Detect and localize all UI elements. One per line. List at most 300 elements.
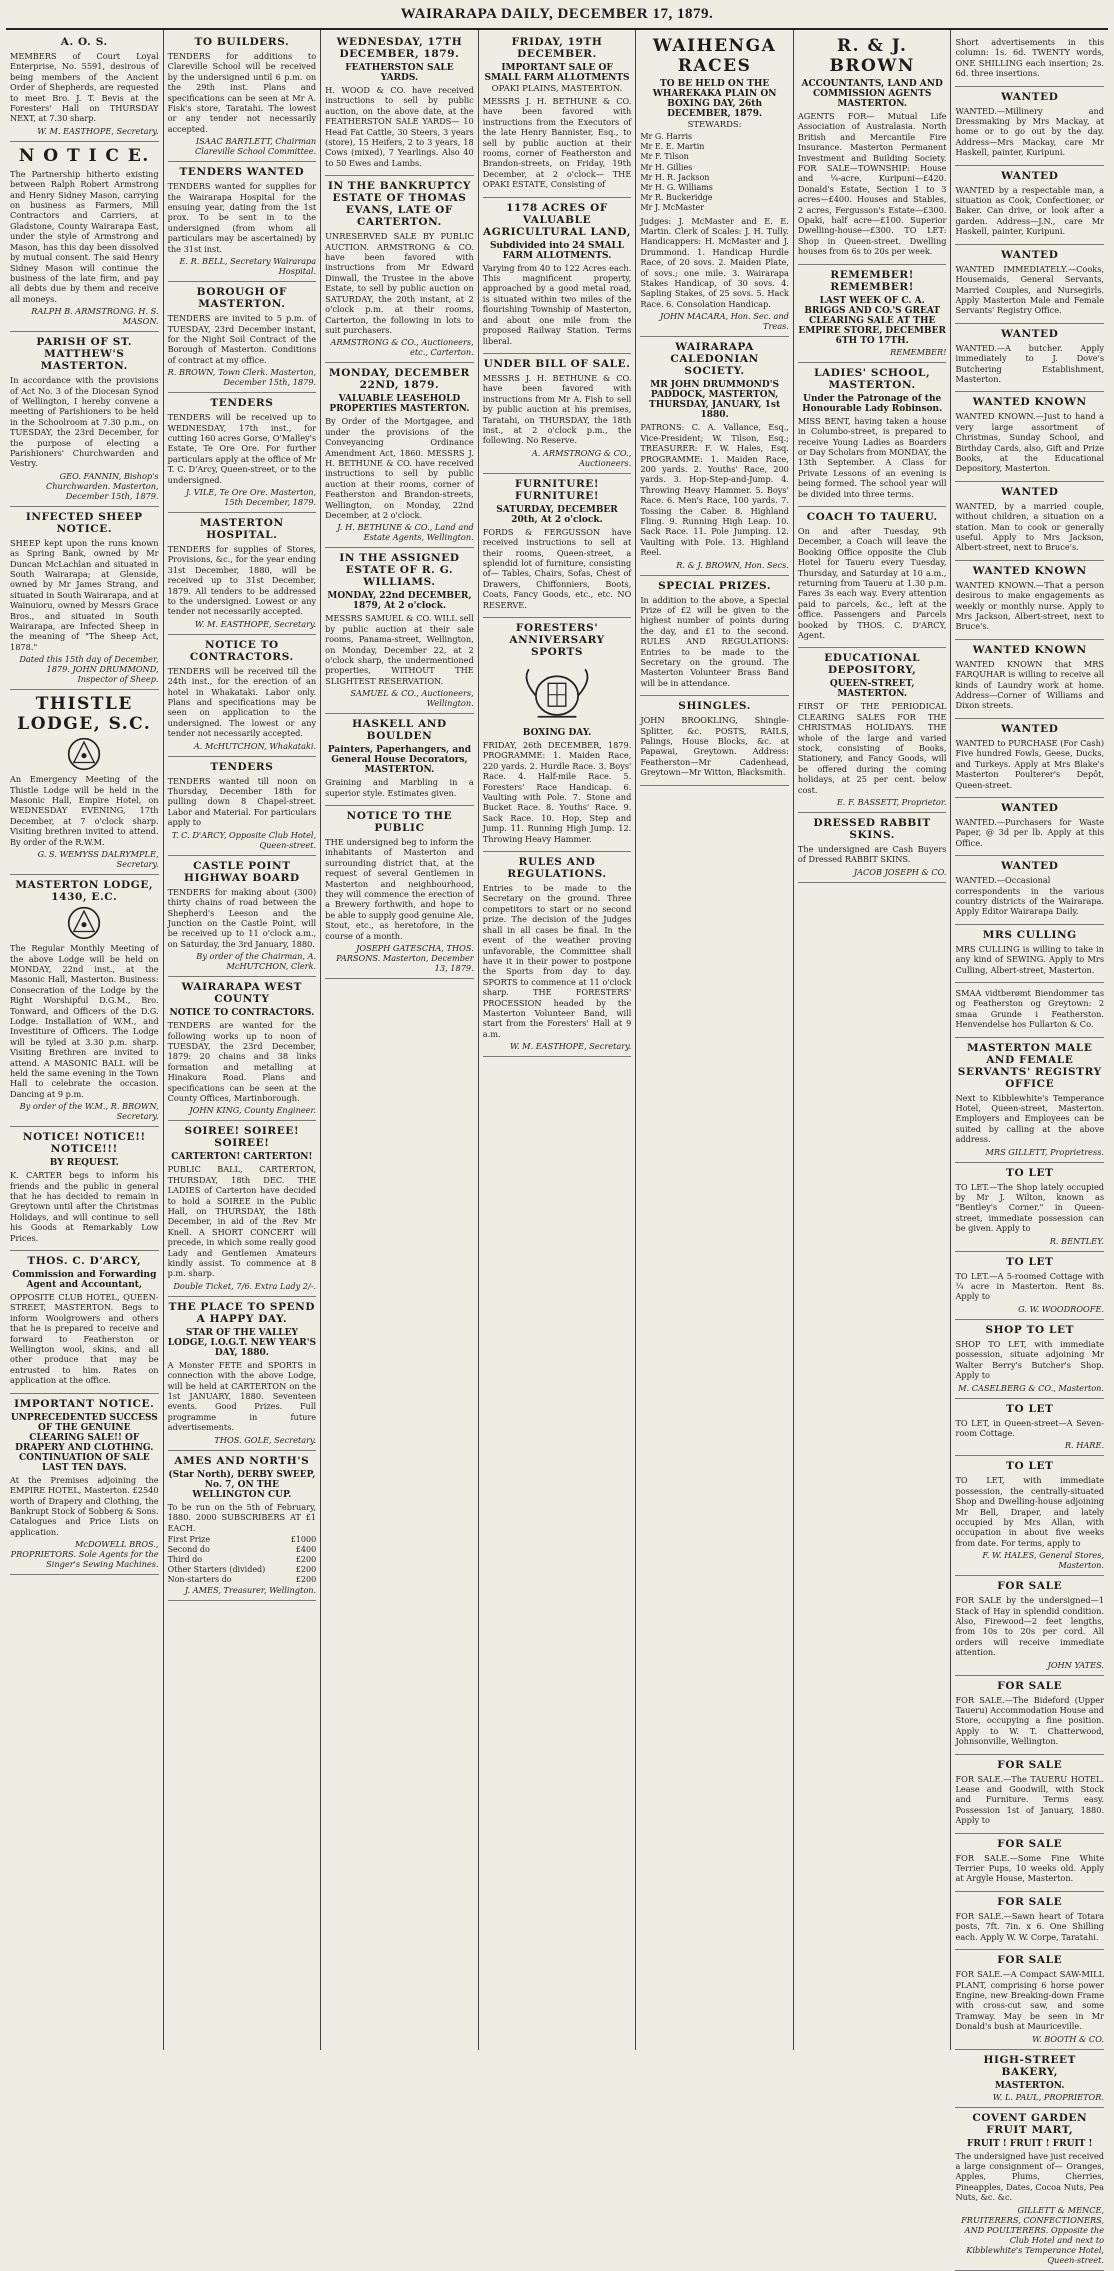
advert-signature: THOS. GOLE, Secretary. (214, 1434, 317, 1445)
masonic-emblem-icon (67, 906, 101, 940)
advert-body: TENDERS for making about (300) thirty chains of road between the Shepherd's Leeson and the Junction on the Castle Point, will be received up to 11 o'clock a.m., on Saturday, the 3rd January, 1880. (167, 886, 317, 949)
advert-title: WANTED KNOWN (972, 396, 1087, 409)
advert-block (483, 618, 632, 852)
advert-block (483, 354, 632, 474)
advert-signature: By order of the Chairman, A. McHUTCHON, Clerk. (196, 951, 317, 972)
advert-title: A. O. S. (60, 36, 108, 48)
advert-signature: J. VILE, Te Ore Ore. Masterton, 15th December, 1879. (185, 486, 317, 507)
advert-block (798, 265, 947, 363)
advert-signature: JACOB JOSEPH & CO. (853, 866, 947, 877)
advert-subtitle: FEATHERSTON SALE YARDS. (345, 63, 454, 83)
advert-body: TENDERS are invited to 5 p.m. of TUESDAY, 23rd December instant, for the Night Soil Contract of the Borough of Masterton. Conditions of contract at my office. (167, 313, 317, 365)
advert-block (955, 1038, 1104, 1163)
advert-block (168, 757, 317, 856)
masonic-emblem-icon (67, 737, 101, 771)
advert-title: LADIES' SCHOOL, MASTERTON. (814, 366, 931, 391)
advert-title: SHINGLES. (678, 700, 751, 713)
advert-block (955, 1676, 1104, 1755)
advert-title: SHOP TO LET (985, 1323, 1075, 1336)
advert-body: WANTED.—Purchasers for Waste Paper, @ 3d per lb. Apply at this Office. (955, 816, 1105, 848)
advert-subtitle: IMPORTANT SALE OF SMALL FARM ALLOTMENTS (484, 63, 630, 83)
advert-block (10, 1127, 159, 1251)
advert-subtitle: Under the Patronage of the Honourable Lady Robinson. (802, 393, 943, 414)
advert-body: WANTED KNOWN.—That a person desirous to make engagements as weekly or monthly nurse. Apply to Mrs Jackson, Albert-street, next to Bruce's. (955, 579, 1105, 632)
advert-title: IN THE ASSIGNED ESTATE OF R. G. WILLIAMS. (339, 552, 460, 589)
advert-title: REMEMBER! REMEMBER! (830, 268, 914, 293)
advert-block (955, 1576, 1104, 1675)
prize-row (168, 1575, 317, 1585)
advert-block (640, 337, 789, 575)
column-3 (321, 30, 479, 2050)
advert-subtitle: MR JOHN DRUMMOND'S PADDOCK, MASTERTON, THURSDAY, JANUARY, 1st 1880. (649, 380, 781, 421)
advert-signature: W. BOOTH & CO. (1032, 2033, 1105, 2044)
advert-title: WANTED (1001, 169, 1059, 182)
advert-body: H. WOOD & CO. have received instructions to sell by public auction, on the above date, at the FEATHERSTON SALE YARDS— 10 Head Fat Cattle, 30 Steers, 3 years (store), 15 Heifers, 2 to 3 years, 18 Cows (mixed), 7 Yearlings. Also 40 to 50 Ewes and Lambs. (325, 85, 474, 168)
advert-title: BOROUGH OF MASTERTON. (196, 286, 288, 311)
advert-signature: A. McHUTCHON, Whakataki. (193, 740, 317, 751)
steward-name: Mr G. Harris (640, 132, 693, 141)
steward-name: Mr R. Buckeridge (640, 193, 713, 203)
advert-title: THE PLACE TO SPEND A HAPPY DAY. (168, 1300, 316, 1325)
advert-signature: R. BENTLEY. (1049, 1235, 1105, 1246)
advert-block (325, 714, 474, 806)
advert-body: MESSRS J. H. BETHUNE & CO. have been favored with instructions from Mr A. Fish to sell by public auction at his premises, Taratahi, on THURSDAY, the 18th inst., at 2 o'clock p.m., the following. No Reserve. (482, 372, 632, 446)
advert-block (955, 32, 1104, 87)
advert-body: By Order of the Mortgagee, and under the provisions of the Conveyancing Ordinance Amendment Act, 1860. MESSRS J. H. BETHUNE & CO. have received instructions to sell by public auction at their rooms, corner of Featherston and Brandon-streets, Wellington, on Monday, 22nd December, at 2 o'clock. (325, 416, 474, 520)
advert-block (168, 856, 317, 977)
advert-body: AGENTS FOR— Mutual Life Association of Australasia. North British and Mercantile Fire Insurance. Masterton Permanent Investment and Building Society. FOR SALE—TOWNSHIP: House and ¼-acre, Kuripuni—£420. Donald's Estate, Section 1 to 3 acres—£400. Houses and Stables, 2 acres, Fergusson's Estate—£300. Opaki, half acre—£100. Superior Dwelling-house—£300. TO LET: Shop in Queen-street. Dwelling houses from 6s to 20s per week. (797, 111, 947, 257)
advert-body: FRIDAY, 26th DECEMBER, 1879. PROGRAMME: 1. Maiden Race, 220 yards. 2. Hurdle Race. 3. Boys' Race. 4. Half-mile Race. 5. Foresters' Race Handicap. 6. Vaulting with Pole. 7. Stone and Bucket Race. 8. Youths' Race. 9. Sack Race. 10. Hop, Step and Jump. 11. Running High Jump. 12. Throwing Heavy Hammer. (482, 740, 632, 844)
advert-block (483, 198, 632, 354)
advert-block (798, 32, 947, 265)
advert-subtitle: BOXING DAY. (522, 728, 592, 738)
advert-block (483, 474, 632, 618)
advert-body: The Partnership hitherto existing between Ralph Robert Armstrong and Henry Sidney Mason, carrying on business as Farmers, Mill Contractors and Carriers, at Gladstone, County Wairarapa East, under the style of Armstrong and Mason, has this day been dissolved by mutual consent. The said Henry Sidney Mason will continue the business of the late firm, and pay all debts due by them and receive all moneys. (10, 168, 159, 304)
advert-block (640, 32, 789, 337)
advert-block (10, 332, 159, 507)
advert-block (955, 245, 1104, 324)
advert-block (168, 1451, 317, 1601)
advert-block (10, 1251, 159, 1394)
advert-block (955, 1456, 1104, 1576)
advert-body: UNRESERVED SALE BY PUBLIC AUCTION. ARMSTRONG & CO. have been favored with instructions from Mr Edward Dinwall, the Trustee in the above Estate, to sell by public auction on SATURDAY, the 20th instant, at 2 o'clock p.m. at their rooms, Carterton, the following in lots to suit purchasers. (325, 231, 474, 335)
stewards-list (640, 132, 789, 214)
advert-body: JOHN BROOKLING, Shingle-Splitter, &c. POSTS, RAILS, Palings, House Blocks, &c. at Papawai, Greytown. Address: Featherston—Mr Cadenhead, Greytown—Mr Witton, Blacksmith. (640, 715, 789, 778)
advert-body: FIRST OF THE PERIODICAL CLEARING SALES FOR THE CHRISTMAS HOLIDAYS. THE whole of the large and varied stock, consisting of Books, Stationery, and Fancy Goods, will be offered during the coming holidays, at 25 per cent. below cost. (797, 701, 947, 795)
advert-subtitle: STAR OF THE VALLEY LODGE, I.O.G.T. NEW YEAR'S DAY, 1880. (167, 1327, 316, 1358)
advert-body: MESSRS J. H. BETHUNE & CO. have been favored with instructions from the Executors of the late Henry Bannister, Esq., to sell by public auction at their rooms, corner of Featherston and Brandon-streets, on Friday, 19th December, at 2 o'clock— THE OPAKI ESTATE, Consisting of (482, 96, 632, 190)
advert-body: Short advertisements in this column: 1s. 6d. TWENTY words, ONE SHILLING each insertion; 2s. 6d. three insertions. (955, 37, 1105, 79)
advert-body: The undersigned are Cash Buyers of Dressed RABBIT SKINS. (797, 844, 947, 865)
advert-title: TENDERS (210, 760, 274, 773)
prize-amount: £200 (295, 1554, 317, 1564)
advert-block (798, 363, 947, 507)
advert-block (955, 166, 1104, 245)
prize-label: Third do (167, 1554, 203, 1564)
prize-label: First Prize (167, 1534, 211, 1544)
column-7 (951, 30, 1108, 2265)
advert-body: MEMBERS of Court Loyal Enterprise, No. 5591, desirous of being members of the Ancient Order of Shepherds, are requested to meet Bro. J. T. Bevis at the Foresters' Hall on THURSDAY NEXT, at 7.30 sharp. (10, 51, 159, 124)
advert-signature: JOSEPH GATESCHA, THOS. PARSONS. Masterton, December 13, 1879. (336, 943, 474, 974)
advert-body: SHEEP kept upon the runs known as Spring Bank, owned by Mr Duncan McLachlan and situated in South Wairarapa; at Glenside, owned by Mr James Strang, and situated in South Wairarapa, and at Wainuioru, owned by Messrs Grace Bros., and situated in South Wairarapa, are Infected Sheep in the meaning of "The Sheep Act, 1878." (10, 537, 159, 652)
advert-title: FOR SALE (997, 1954, 1063, 1967)
advert-block (955, 324, 1104, 393)
advert-block (955, 2050, 1104, 2108)
advert-title: EDUCATIONAL DEPOSITORY, (824, 652, 921, 677)
advert-title: WANTED (1001, 860, 1059, 873)
advert-body: MRS CULLING is willing to take in any kind of SEWING. Apply to Mrs Culling, Albert-street, Masterton. (955, 943, 1105, 975)
advert-title: MRS CULLING (982, 928, 1077, 941)
advert-title: IMPORTANT NOTICE. (14, 1397, 155, 1410)
advert-title: FOR SALE (997, 1758, 1063, 1771)
advert-block (955, 1892, 1104, 1950)
advert-signature: Double Ticket, 7/6. Extra Lady 2/-. (173, 1280, 317, 1291)
advert-title: WEDNESDAY, 17TH DECEMBER, 1879. (336, 36, 463, 60)
advert-block (798, 507, 947, 648)
advert-body: PATRONS: C. A. Vallance, Esq., Vice-President; W. Tilson, Esq.; TREASURER: F. W. Hales, Esq. PROGRAMME: 1. Maiden Race, 200 yards. 2. Youths' Race, 200 yards. 3. Hop-Step-and-Jump. 4. Throwing Heavy Hammer. 5. Boys' Race. 6. Men's Race, 100 yards. 7. Tossing the Caber. 8. Highland Fling. 9. Running High Leap. 10. Sack Race. 11. Pole Jumping. 12. Vaulting with Pole. 13. Highland Reel. (640, 422, 789, 558)
advert-small-heading: STEWARDS: (687, 120, 742, 130)
advert-block (483, 32, 632, 198)
advert-block (955, 640, 1104, 719)
advert-subtitle: ACCOUNTANTS, LAND AND COMMISSION AGENTS MASTERTON. (801, 79, 943, 109)
column-4 (479, 30, 637, 2050)
advert-block (955, 482, 1104, 561)
prize-row (168, 1545, 317, 1555)
advert-body: TO LET, in Queen-street—A Seven-room Cottage. (955, 1417, 1105, 1438)
advert-title: TO LET (1006, 1255, 1054, 1268)
advert-body: WANTED KNOWN.—Just to hand a very large assortment of Christmas, Sunday School, and Birthday Cards, also, Gift and Prize Books, at the Educational Depository, Masterton. (955, 411, 1105, 474)
advert-title: WANTED KNOWN (972, 564, 1087, 577)
advert-body: THE undersigned beg to inform the inhabitants of Masterton and surrounding district that, at the request of several Gentlemen in Masterton and neighbourhood, they will commence the erection of a Brewery forthwith, and hope to be able to supply good genuine Ale, Stout, etc., as heretofore, in the course of a month. (325, 837, 474, 941)
advert-body: TENDERS will be received till the 24th inst., for the erection of an hotel in Whakataki. Labor only. Plans and specifications may be seen on application to the undersigned. The lowest or any tender not necessarily accepted. (167, 665, 317, 739)
advert-block (955, 1252, 1104, 1320)
advert-signature: G. W. WOODROOFE. (1018, 1303, 1105, 1314)
advert-body: MESSRS SAMUEL & CO. WILL sell by public auction at their sale rooms, Panama-street, Wellington, on Monday, December 22, at 2 o'clock sharp, the undermentioned properties, WITHOUT THE SLIGHTEST RESERVATION. (325, 613, 474, 686)
advert-block (640, 696, 789, 785)
advert-title: TENDERS (210, 397, 274, 410)
advert-title: HASKELL AND BOULDEN (352, 718, 447, 743)
steward-name: Mr E. E. Martin (640, 142, 705, 152)
advert-title: WAIRARAPA WEST COUNTY (181, 981, 303, 1006)
advert-block (168, 282, 317, 393)
advert-body: WANTED, by a married couple, without children, a situation on a station. Man to cook or generally useful. Apply to Mrs Jackson, Albert-street, next to Bruce's. (955, 500, 1105, 553)
advert-title: RULES AND REGULATIONS. (507, 856, 607, 881)
advert-title: COVENT GARDEN FRUIT MART, (972, 2111, 1088, 2136)
prize-amount: £400 (295, 1544, 317, 1554)
advert-block (168, 635, 317, 757)
advert-signature: T. C. D'ARCY, Opposite Club Hotel, Queen-street. (171, 829, 317, 850)
foresters-crest-icon (513, 662, 601, 724)
advert-block (955, 925, 1104, 983)
advert-signature: E. F. BASSETT, Proprietor. (836, 797, 947, 808)
advert-signature: R. & J. BROWN, Hon. Secs. (676, 559, 789, 570)
advert-signature: REMEMBER! (890, 346, 947, 357)
advert-body: FOR SALE by the undersigned—1 Stack of Hay in splendid condition. Also, Firewood—2 feet lengths, from 10s to 20s per cord. All orders will receive immediate attention. (955, 1595, 1105, 1658)
advert-body: Judges: J. McMaster and E. E. Martin. Clerk of Scales: J. H. Tully. Handicappers: H. McMaster and J. Drummond. 1. Handicap Hurdle Race, of 20 sovs. 2. Maiden Plate, of sovs.; one mile. 3. Wairarapa Stakes Handicap, of 30 sovs. 4. Sapling Stakes, of 25 sovs. 5. Hack Race. 6. Consolation Handicap. (640, 215, 789, 309)
advert-body: Entries to be made to the Secretary on the ground. Three competitors to start or no second prize. The decision of the Judges shall in all cases be final. In the event of the weather proving unfavorable, the Committee shall have it in their power to postpone the Sports from day to day. SPORTS to commence at 11 o'clock sharp. THE FORESTERS' PROCESSION headed by the Masterton Volunteer Band, will start from the Foresters' Hall at 9 a.m. (482, 883, 632, 1039)
advert-signature: J. AMES, Treasurer, Wellington. (184, 1584, 317, 1595)
advert-body: SHOP TO LET, with immediate possession, situate adjoining Mr Walter Berry's Butcher's Shop. Apply to (955, 1338, 1105, 1381)
advert-title: DRESSED RABBIT SKINS. (813, 817, 931, 842)
advert-subtitle: MONDAY, 22nd DECEMBER, 1879, At 2 o'clock. (327, 591, 472, 612)
prize-row (168, 1555, 317, 1565)
advert-signature: MRS GILLETT, Proprietress. (985, 1146, 1105, 1157)
advert-block (955, 1834, 1104, 1892)
advert-block (168, 393, 317, 513)
advert-signature: JOHN YATES. (1047, 1659, 1105, 1670)
column-2 (164, 30, 322, 2050)
advert-body: To be run on the 5th of February, 1880. 2000 SUBSCRIBERS AT £1 EACH. (167, 1501, 317, 1533)
advert-body: TENDERS for additions to Clareville School will be received by the undersigned until 6 p.m. on the 29th inst. Plans and specifications can be seen at Mr A. Fisk's store, Taratahi. The lowest or any tender not necessarily accepted. (167, 51, 317, 134)
advert-body: K. CARTER begs to inform his friends and the public in general that he has decided to remain in Greytown until after the Christmas Holidays, and will continue to sell his Goods at Remarkably Low Prices. (10, 1170, 159, 1243)
column-6 (794, 30, 952, 2050)
advert-signature: G. S. WEMYSS DALRYMPLE, Secretary. (37, 849, 159, 870)
advert-signature: W. L. PAUL, PROPRIETOR. (992, 2091, 1105, 2102)
advert-block (955, 1755, 1104, 1834)
advert-subtitle: LAST WEEK OF C. A. BRIGGS AND CO.'S GREAT CLEARING SALE AT THE EMPIRE STORE, DECEMBER 6TH TO 17TH. (798, 295, 946, 346)
advert-block (955, 2108, 1104, 2271)
advert-block (640, 576, 789, 697)
advert-title: FOR SALE (997, 1895, 1063, 1908)
advert-title: WANTED (1001, 801, 1059, 814)
advert-block (955, 1320, 1104, 1399)
advert-signature: SAMUEL & CO., Auctioneers, Wellington. (350, 688, 474, 709)
advert-body: SMAA vidtberømt Biendommer tas og Featherston og Greytown: 2 smaa Grunde i Featherston. Henvendelse hos Fullarton & Co. (955, 987, 1105, 1030)
advert-block (168, 977, 317, 1121)
advert-block (483, 852, 632, 1057)
advert-body: A Monster FETE and SPORTS in connection with the above Lodge, will be held at CARTERTON on the 1st JANUARY, 1880. Seventeen events. Good Prizes. Full programme in future advertisements. (167, 1359, 317, 1433)
columns (6, 30, 1108, 2265)
advert-small-heading: OPAKI PLAINS, MASTERTON. (491, 84, 623, 94)
advert-subtitle: MASTERTON. (994, 2080, 1065, 2091)
advert-signature: W. M. EASTHOPE, Secretary. (37, 125, 159, 136)
advert-title: R. & J. BROWN (829, 36, 915, 76)
advert-subtitle: BY REQUEST. (49, 1158, 119, 1169)
advert-body: TO LET, with immediate possession, the centrally-situated Shop and Dwelling-house adjoining Mr Bell, Draper, and lately occupied by Mrs Allan, with occupation in about five weeks from date. For terms, apply to (955, 1475, 1105, 1548)
advert-signature: M. CASELBERG & CO., Masterton. (958, 1382, 1105, 1393)
prize-label: Second do (167, 1544, 210, 1554)
advert-subtitle: QUEEN-STREET, MASTERTON. (829, 679, 915, 700)
advert-body: FOR SALE.—Some Fine White Terrier Pups, 10 weeks old. Apply at Argyle House, Masterton. (955, 1852, 1105, 1884)
advert-block (10, 32, 159, 142)
advert-body: On and after Tuesday, 9th December, a Coach will leave the Booking Office opposite the Club Hotel for Taueru every Tuesday, Thursday, and Saturday at 10 a.m., returning from Taueru at 1.30 p.m. Fares 3s each way. Every attention paid to parcels, &c., left at the office. Passengers and Parcels booked by THOS. C. D'ARCY, Agent. (797, 525, 947, 640)
advert-body: FOR SALE.—The TAUERU HOTEL. Lease and Goodwill, with Stock and Furniture. Terms easy. Possession 1st of January, 1880. Apply to (955, 1773, 1105, 1826)
advert-body: Varying from 40 to 122 Acres each. This magnificent property, approached by a good metal road, is situated within two miles of the flourishing Township of Masterton, and about one mile from the proposed Railway Station. Terms liberal. (482, 262, 632, 346)
advert-subtitle: Painters, Paperhangers, and General House Decorators, MASTERTON. (327, 745, 471, 776)
advert-title: N O T I C E. (18, 145, 150, 166)
advert-title: WANTED (1001, 327, 1059, 340)
advert-body: TENDERS wanted for supplies for the Wairarapa Hospital for the ensuing year, dating from the 1st prox. To be sent in to the undersigned (from whom all particulars may be ascertained) by the 31st inst. (167, 181, 317, 254)
advert-signature: JOHN KING, County Engineer. (189, 1105, 317, 1116)
advert-title: NOTICE! NOTICE!! NOTICE!!! (22, 1131, 146, 1156)
advert-signature: J. H. BETHUNE & CO., Land and Estate Agents, Wellington. (337, 522, 474, 543)
advert-subtitle: NOTICE TO CONTRACTORS. (169, 1008, 315, 1019)
advert-body: In accordance with the provisions of Act No. 3 of the Diocesan Synod of Wellington, I hereby convene a meeting of Parishioners to be held in the Schoolroom at 7.30 p.m., on TUESDAY, the 23rd December, for the purpose of electing a Parishioners' Churchwarden and Vestry. (10, 375, 159, 469)
advert-block (955, 1399, 1104, 1457)
advert-signature: RALPH B. ARMSTRONG. H. S. MASON. (31, 306, 159, 327)
advert-title: FOR SALE (997, 1837, 1063, 1850)
advert-body: WANTED.—Millinery and Dressmaking by Mrs Mackay, at home or to go out by the day. Address—Mrs Mackay, care Mr Haskell, painter, Kuripuni. (955, 105, 1105, 158)
advert-title: SPECIAL PRIZES. (658, 579, 772, 592)
advert-block (955, 798, 1104, 856)
advert-block (10, 142, 159, 332)
advert-body: WANTED to PURCHASE (For Cash) Five hundred Fowls, Geese, Ducks, and Turkeys. Apply at Mrs Blake's Masterton Poulterer's Depôt, Queen-street. (955, 737, 1105, 790)
advert-title: UNDER BILL OF SALE. (483, 357, 631, 370)
steward-name: Mr J. McMaster (640, 203, 705, 213)
advert-signature: GEO. FANNIN, Bishop's Churchwarden. Masterton, December 15th, 1879. (46, 470, 159, 501)
advert-body: TENDERS are wanted for the following works up to noon of TUESDAY, the 23rd December, 1879: 20 chains and 38 links formation and metalling at Hinakura Road. Plans and specifications can be seen at the County Offices, Martinborough. (167, 1020, 317, 1103)
advert-title: WANTED KNOWN (972, 643, 1087, 656)
advert-title: WANTED (1001, 248, 1059, 261)
advert-signature: R. BROWN, Town Clerk. Masterton, December 15th, 1879. (167, 367, 317, 388)
advert-body: TENDERS will be received up to WEDNESDAY, 17th inst., for cutting 160 acres Gorse, O'Malley's Estate, Te Ore Ore. For further particulars apply at the office of Mr T. C. D'Arcy, Queen-street, or to the undersigned. (167, 412, 317, 485)
prize-label: Other Starters (divided) (167, 1564, 266, 1574)
advert-title: NOTICE TO CONTRACTORS. (189, 638, 294, 663)
advert-body: TO LET.—The Shop lately occupied by Mr J. Wilton, known as "Bentley's Corner," in Queen-street, immediate possession can be given. Apply to (955, 1181, 1105, 1234)
advert-block (10, 1394, 159, 1575)
advert-block (10, 690, 159, 875)
advert-title: THOS. C. D'ARCY, (27, 1255, 142, 1268)
advert-signature: ISAAC BARTLETT, Chairman Clareville School Committee. (194, 136, 317, 157)
advert-body: TENDERS wanted till noon on Thursday, December 18th for pulling down 8 Chapel-street. Labor and Material. For particulars apply to (167, 775, 317, 828)
advert-block (955, 1163, 1104, 1252)
steward-name: Mr H. G. Williams (640, 183, 713, 193)
advert-subtitle: Subdivided into 24 SMALL FARM ALLOTMENTS. (489, 240, 625, 261)
advert-block (10, 875, 159, 1127)
advert-title: TENDERS WANTED (179, 166, 305, 179)
advert-signature: F. W. HALES, General Stores, Masterton. (982, 1550, 1105, 1571)
advert-subtitle: CARTERTON! CARTERTON! (171, 1152, 313, 1163)
steward-name: Mr H. Gillies (640, 162, 693, 172)
advert-title: TO BUILDERS. (194, 36, 290, 48)
advert-title: SOIREE! SOIREE! SOIREE! (184, 1125, 300, 1150)
advert-body: WANTED IMMEDIATELY.—Cooks, Housemaids, General Servants, Married Couples, and Nursegirls. Apply Masterton Male and Female Servants' Registry Office. (955, 263, 1105, 316)
advert-block (325, 32, 474, 176)
advert-title: THISTLE LODGE, S.C. (17, 694, 152, 735)
advert-body: In addition to the above, a Special Prize of £2 will be given to the highest number of points during the day, and £1 to the second. RULES AND REGULATIONS: Entries to be made to the Secretary on the ground. The Masterton Volunteer Brass Band will be in attendance. (640, 594, 789, 688)
prize-amount: £200 (295, 1564, 317, 1574)
advert-block (325, 806, 474, 979)
advert-title: MASTERTON MALE AND FEMALE SERVANTS' REGISTRY OFFICE (957, 1041, 1102, 1090)
advert-block (325, 548, 474, 714)
advert-body: PUBLIC BALL, CARTERTON, THURSDAY, 18th DEC. THE LADIES of Carterton have decided to hold a SOIREE in the Public Hall, on THURSDAY, the 18th December, in aid of the Rev Mr Knell. A SHORT CONCERT will precede, in which some really good Lady and Gentlemen Amateurs kindly assist. To commence at 8 p.m. sharp. (167, 1164, 317, 1279)
advert-body: FOR SALE.—The Bideford (Upper Taueru) Accommodation House and Store, occupying a fine position. Apply to W. T. Chatterwood, Johnsonville, Wellington. (955, 1694, 1105, 1747)
steward-name: Mr F. Tilson (640, 152, 689, 162)
advert-block (168, 162, 317, 282)
advert-body: MISS BENT, having taken a house in Columbo-street, is prepared to receive Young Ladies as Boarders or Day Scholars from MONDAY, the 13th September. A Class for Private Lessons of an evening is being formed. The school year will be divided into three terms. (797, 415, 947, 499)
advert-block (955, 856, 1104, 925)
advert-subtitle: Commission and Forwarding Agent and Accountant, (12, 1270, 157, 1291)
advert-block (168, 32, 317, 162)
advert-title: HIGH-STREET BAKERY, (983, 2053, 1077, 2078)
advert-body: FOR SALE.—Sawn heart of Totara posts, 7ft. 7in. x 6. One Shilling each. Apply W. W. Corpe, Taratahi. (955, 1910, 1105, 1942)
advert-title: TO LET (1006, 1460, 1054, 1473)
steward-name: Mr H. R. Jackson (640, 172, 710, 182)
advert-block (798, 813, 947, 883)
prize-label: Non-starters do (167, 1574, 232, 1584)
advert-subtitle: SATURDAY, DECEMBER 20th, At 2 o'clock. (496, 504, 618, 525)
advert-block (168, 513, 317, 635)
advert-body: OPPOSITE CLUB HOTEL, QUEEN-STREET, MASTERTON. Begs to inform Woolgrowers and others that he is prepared to receive and forward to Featherston or Wellington wool, skins, and all other produce that may be entrusted to him. Rates on application at the office. (10, 1292, 159, 1386)
advert-signature: ARMSTRONG & CO., Auctioneers, etc., Carterton. (330, 337, 474, 358)
advert-subtitle: (Star North), DERBY SWEEP, No. 7, ON THE WELLINGTON CUP. (168, 1469, 316, 1500)
advert-subtitle: FRUIT ! FRUIT ! FRUIT ! (967, 2138, 1093, 2149)
advert-title: CASTLE POINT HIGHWAY BOARD (184, 859, 300, 884)
advert-body: The undersigned have just received a large consignment of— Oranges, Apples, Plums, Cherries, Pineapples, Dates, Cocoa Nuts, Pea Nuts, &c. &c. (955, 2150, 1105, 2203)
advert-title: FURNITURE! FURNITURE! (514, 477, 600, 502)
advert-title: MASTERTON HOSPITAL. (200, 516, 284, 541)
advert-title: WANTED (1001, 485, 1059, 498)
column-5 (636, 30, 794, 2050)
advert-title: INFECTED SHEEP NOTICE. (25, 510, 143, 535)
advert-block (168, 1297, 317, 1451)
advert-block (955, 392, 1104, 481)
advert-title: PARISH OF ST. MATTHEW'S MASTERTON. (36, 336, 133, 373)
advert-title: TO LET (1006, 1166, 1054, 1179)
advert-title: WANTED (1001, 90, 1059, 103)
advert-subtitle: TO BE HELD ON THE WHAREKAKA PLAIN ON BOXING DAY, 26th DECEMBER, 1879. (652, 79, 777, 119)
advert-title: AMES AND NORTH'S (174, 1454, 310, 1467)
advert-title: MONDAY, DECEMBER 22ND, 1879. (329, 367, 470, 392)
advert-signature: By order of the W.M., R. BROWN, Secretary. (19, 1101, 159, 1122)
advert-title: FOR SALE (997, 1580, 1063, 1593)
advert-block (955, 87, 1104, 166)
advert-title: FORESTERS' ANNIVERSARY SPORTS (509, 622, 605, 658)
advert-title: MASTERTON LODGE, 1430, E.C. (15, 879, 154, 904)
advert-block (955, 561, 1104, 640)
advert-body: FOR SALE.—A Compact SAW-MILL PLANT, comprising 6 horse power Engine, new Breaking-down Frame with cross-cut saw, and some Tramway. May be seen in Mr Donald's bush at Mauriceville. (955, 1969, 1105, 2032)
advert-title: WANTED (1001, 722, 1059, 735)
advert-body: At the Premises adjoining the EMPIRE HOTEL, Masterton. £2540 worth of Drapery and Clothing, the Bankrupt Stock of Sobberg & Sons. Catalogues and Price Lists on application. (10, 1474, 159, 1537)
advert-body: WANTED.—A butcher. Apply immediately to J. Dove's Butchering Establishment, Masterton. (955, 342, 1105, 384)
advert-body: An Emergency Meeting of the Thistle Lodge will be held in the Masonic Hall, Empire Hotel, on WEDNESDAY EVENING, 17th December, at 7 o'clock sharp. Visiting brethren invited to attend. By order of the R.W.M. (10, 774, 159, 847)
advert-block (955, 1950, 1104, 2049)
advert-subtitle: VALUABLE LEASEHOLD PROPERTIES MASTERTON. (329, 394, 470, 415)
advert-title: FOR SALE (997, 1679, 1063, 1692)
advert-title: TO LET (1006, 1402, 1054, 1415)
advert-title: COACH TO TAUERU. (806, 510, 938, 523)
advert-signature: A. ARMSTRONG & CO., Auctioneers. (531, 447, 632, 468)
advert-body: WANTED KNOWN that MRS FARQUHAR is willing to receive all kinds of Laundry work at home. Address—Corner of Williams and Dixon streets. (955, 658, 1105, 711)
advert-body: TENDERS for supplies of Stores, Provisions, &c., for the year ending 31st December, 1880, will be received up to 31st December, 1879. All tenders to be addressed to the undersigned. Lowest or any tender not necessarily accepted. (167, 543, 317, 617)
advert-block (955, 983, 1104, 1038)
advert-body: Next to Kibblewhite's Temperance Hotel, Queen-street, Masterton. Employers and Employees can be suited by calling at the above address. (955, 1092, 1105, 1145)
advert-body: TO LET.—A 5-roomed Cottage with ¼ acre in Masterton. Rent 8s. Apply to (955, 1270, 1105, 1302)
advert-signature: GILLETT & MENCE, FRUITERERS, CONFECTIONERS, AND POULTERERS. Opposite the Club Hotel and next to Kibblewhite's Temperance Hotel, Queen-street. (961, 2204, 1105, 2265)
advert-body: The Regular Monthly Meeting of the above Lodge will be held on MONDAY, 22nd inst., at the Masonic Hall, Masterton. Business: Consecration of the Lodge by the Right Worshipful D.G.M., Bro. Tonward, and Officers of the D.G. Lodge. Installation of W.M., and Investiture of Officers. The Lodge will be tyled at 3.30 p.m. sharp. Visiting Brethren are invited to attend. A MASONIC BALL will be held the same evening in the Town Hall to celebrate the occasion. Dancing at 9 p.m. (10, 943, 159, 1099)
advert-block (325, 363, 474, 548)
advert-subtitle: UNPRECEDENTED SUCCESS OF THE GENUINE CLEARING SALE!! OF DRAPERY AND CLOTHING. CONTINUATION OF SALE LAST TEN DAYS. (10, 1412, 158, 1473)
advert-signature: E. R. BELL, Secretary Wairarapa Hospital. (179, 256, 317, 277)
advert-title: FRIDAY, 19TH DECEMBER. (511, 36, 603, 60)
advert-block (955, 719, 1104, 798)
column-1 (6, 30, 164, 2050)
advert-signature: W. M. EASTHOPE, Secretary. (194, 618, 317, 629)
advert-block (168, 1121, 317, 1296)
prize-amount: £1000 (290, 1534, 317, 1544)
advert-body: WANTED.—Occasional correspondents in the various country districts of the Wairarapa. Apply Editor Wairarapa Daily. (955, 875, 1105, 917)
advert-block (798, 648, 947, 813)
advert-signature: McDOWELL BROS., PROPRIETORS. Sole Agents for the Singer's Sewing Machines. (10, 1539, 159, 1570)
advert-body: FORDS & FERGUSSON have received instructions to sell at their rooms, Queen-street, a splendid lot of furniture, consisting of— Tables, Chairs, Sofas, Chest of Drawers, Chiffonniers, Boots, Coats, Fancy Goods, etc., etc. NO RESERVE. (482, 526, 632, 610)
advert-block (10, 507, 159, 690)
prize-amount: £200 (295, 1574, 317, 1584)
advert-title: WAIRARAPA CALEDONIAN SOCIETY. (670, 341, 759, 378)
advert-signature: Dated this 15th day of December, 1879. JOHN DRUMMOND, Inspector of Sheep. (19, 654, 159, 685)
advert-signature: JOHN MACARA, Hon. Sec. and Treas. (660, 311, 789, 332)
prize-row (168, 1535, 317, 1545)
advert-body: WANTED by a respectable man, a situation as Cook, Confectioner, or Baker. Can drive, or look after a garden. Address—J.N., care Mr Haskell, painter, Kuripuni. (955, 184, 1105, 237)
